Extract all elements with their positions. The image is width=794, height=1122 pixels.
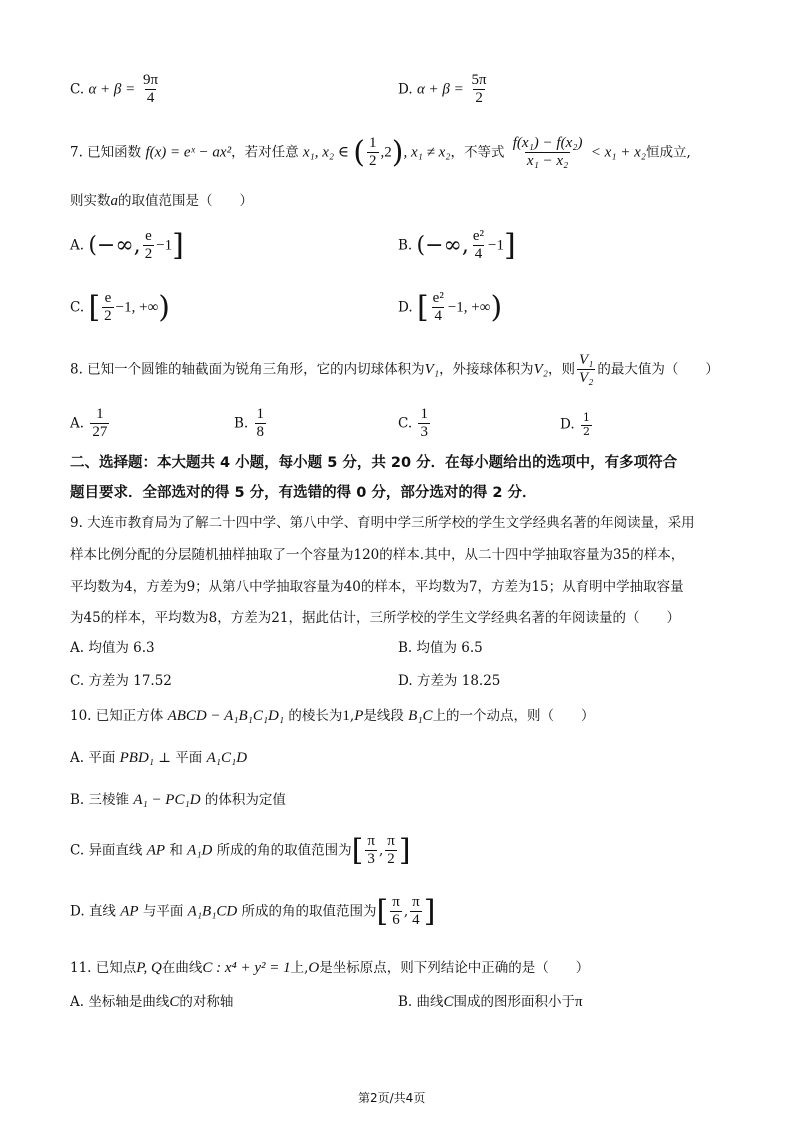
option-label: B. (234, 415, 249, 432)
option-label: D. (398, 673, 413, 689)
option-text: 直线 (88, 903, 116, 920)
q8-text: 的最大值为（ ） (597, 361, 719, 378)
option-math: A₁C₁D (206, 750, 248, 766)
option-math: PBD₁ (119, 750, 155, 766)
section2-heading-line1: 二、选择题：本大题共 4 小题，每小题 5 分，共 20 分．在每小题给出的选项中，有多项符合 (70, 455, 678, 471)
fraction (581, 412, 592, 438)
fraction-num: 1 (96, 406, 104, 422)
q11-text: 11. 已知点 (70, 960, 137, 976)
bracket-left: [ (88, 289, 101, 325)
q8-option-a[interactable] (70, 406, 111, 442)
option-label: B. (398, 237, 413, 254)
fraction-den: 6 (392, 912, 400, 929)
q7-option-d[interactable] (398, 290, 502, 326)
option-math: C (169, 994, 180, 1010)
q10-cube: ABCD − A₁B₁C₁D₁ (167, 708, 285, 724)
q10-edge: 1 (342, 708, 350, 724)
fraction (255, 406, 267, 442)
q8-text: ，则 (547, 361, 575, 378)
fraction (471, 228, 486, 264)
q9-line: 平均数为4，方差为9；从第八中学抽取容量为40的样本，平均数为7，方差为15；从育明中学抽取容量 (70, 579, 684, 595)
q8-option-b[interactable] (234, 406, 268, 442)
fraction (418, 406, 430, 442)
option-math: A₁D (187, 842, 213, 859)
q10-text: 10. 已知正方体 (70, 708, 164, 724)
option-label: B. (398, 640, 413, 656)
fraction-num: π (367, 833, 375, 849)
q7-option-a[interactable] (70, 228, 184, 264)
option-text: 和 (169, 842, 183, 859)
q10-seg: B₁C (408, 708, 433, 724)
fraction-num: e (145, 228, 152, 244)
fraction-num: e (104, 290, 112, 306)
option-label: A. (70, 994, 85, 1010)
option-math: AP (120, 903, 139, 920)
option-label: A. (70, 750, 85, 766)
q7-text: 的取值范围是（ ） (118, 193, 253, 209)
fraction-den: 3 (367, 851, 375, 868)
q7-text: 则实数 (70, 193, 111, 209)
q7-stem-line2 (70, 192, 253, 210)
option-text: 所成的角的取值范围为 (216, 842, 352, 859)
q8-option-c[interactable] (398, 406, 432, 442)
q7-stem-line1: 7. 已知函数 f(x) = eˣ − ax²，若对任意 x₁, x₂ ∈ ( $\frac{1}{2}$ ,2), x₁ ≠ x₂，不等式 $\frac{\text{f(x₁) − f(x₂)}}{\text{x₁ − x₂}}$ < x₁ + x₂恒成立, (70, 134, 691, 170)
q10-text: 上的一个动点，则（ ） (432, 708, 595, 724)
fraction-den: 2 (582, 424, 590, 438)
fraction (511, 135, 585, 171)
option-text: 坐标轴是曲线 (88, 994, 170, 1010)
option-label: A. (70, 237, 85, 254)
option-label: D. (398, 299, 413, 316)
fraction-den: 2 (387, 851, 395, 868)
fraction-num: e² (472, 228, 485, 244)
option-text: 均值为 6.5 (416, 640, 483, 656)
option-label: C. (70, 81, 85, 98)
option-text: 的体积为定值 (204, 792, 286, 808)
fraction-den: 4 (146, 90, 155, 107)
q8-v2: V₂ (533, 361, 548, 378)
fraction (390, 894, 402, 930)
option-label: D. (398, 81, 413, 98)
q6-option-d[interactable] (398, 72, 491, 108)
q11-text: 在曲线 (161, 960, 203, 976)
fraction-den: 4 (412, 912, 420, 929)
bracket-right: ) (490, 289, 503, 325)
q7-text: ，不等式 (450, 144, 505, 161)
option-label: C. (70, 673, 85, 689)
fraction-num: e² (432, 290, 444, 306)
fraction-num: 1 (256, 406, 265, 422)
option-text: 围成的图形面积小于 (453, 994, 576, 1010)
q7-text: 恒成立, (645, 144, 691, 161)
fraction-num: 5π (471, 72, 487, 88)
option-text: 方差为 18.25 (416, 673, 501, 689)
q9-option-b[interactable] (398, 640, 483, 656)
bracket-left: (−∞, (88, 232, 141, 258)
option-label: C. (70, 299, 85, 316)
fraction (143, 228, 155, 264)
option-tail: −1 (488, 237, 504, 254)
page-footer: 第2页/共4页 (358, 1091, 426, 1105)
q8-text: 8. 已知一个圆锥的轴截面为锐角三角形，它的内切球体积为 (70, 361, 425, 378)
option-expr: α + β = (416, 81, 468, 98)
q7-cond: , x₁ ≠ x₂ (403, 144, 451, 161)
option-text: 的对称轴 (179, 994, 234, 1010)
fraction-den: 2 (369, 153, 377, 170)
fraction-den: 27 (92, 424, 108, 441)
q10-option-a[interactable] (70, 749, 247, 767)
fraction-num: 1 (369, 135, 377, 151)
option-tail: −1 (156, 237, 173, 254)
option-text: 与平面 (142, 903, 184, 920)
option-text: 所成的角的取值范围为 (241, 903, 377, 920)
q7-ineq: < x₁ + x₂ (590, 144, 646, 161)
q9-option-d[interactable] (398, 673, 500, 689)
fraction-den: 4 (434, 308, 442, 325)
fraction (385, 833, 397, 869)
option-label: D. (70, 903, 85, 920)
fraction (90, 406, 109, 442)
fraction-den: 4 (474, 246, 483, 263)
q11-text: 是坐标原点，则下列结论中正确的是（ ） (319, 960, 590, 976)
q8-v1: V₁ (424, 361, 440, 378)
q10-text: , (349, 708, 355, 724)
q10-option-d[interactable]: D. 直线 AP 与平面 A₁B₁CD 所成的角的取值范围为[ $\frac{\pi}{6}$ , $\frac{\pi}{4}$ ] (70, 893, 436, 929)
fraction-num: 9π (143, 72, 159, 88)
bracket-left: [ (416, 289, 429, 325)
q9-line: 样本比例分配的分层随机抽样抽取了一个容量为120的样本.其中，从二十四中学抽取容量为35的样本， (70, 547, 685, 563)
option-text: 异面直线 (88, 842, 143, 859)
q7-text: ，若对任意 (231, 144, 299, 161)
option-label: C. (398, 415, 413, 432)
bracket-right: ] (172, 227, 184, 263)
q7-option-c[interactable] (70, 290, 170, 326)
interval-rest: ,2 (380, 144, 392, 161)
bracket-right: ] (503, 227, 516, 263)
q8-option-d[interactable] (560, 412, 594, 438)
option-text: 方差为 17.52 (88, 673, 172, 689)
q10-option-b[interactable] (70, 791, 286, 809)
option-text: ⊥ 平面 (154, 750, 203, 766)
fraction (102, 290, 114, 326)
q7-text: 7. 已知函数 (70, 144, 142, 161)
q9-option-c[interactable] (70, 673, 172, 689)
q11-o: O (308, 960, 320, 976)
q7-vars: x₁, x₂ ∈ (302, 144, 349, 161)
option-label: A. (70, 640, 85, 656)
option-text: 平面 (88, 750, 116, 766)
fraction-num: 1 (420, 406, 428, 422)
q11-curve: C : x⁴ + y² = 1 (202, 960, 291, 976)
q7-option-b[interactable] (398, 228, 516, 264)
q9-option-a[interactable] (70, 640, 155, 656)
fraction-num: f(x₁) − f(x₂) (512, 135, 583, 151)
fraction-den: 8 (256, 424, 265, 441)
option-text: 三棱锥 (88, 792, 130, 808)
fraction-num: 1 (582, 411, 590, 424)
option-tail: −1, +∞ (115, 299, 159, 316)
option-tail: −1, +∞ (447, 299, 491, 316)
option-math: A₁ − PC₁D (133, 792, 201, 808)
bracket-left: (−∞, (416, 232, 469, 258)
q11-option-b[interactable] (398, 993, 583, 1011)
fraction-num: π (412, 894, 420, 910)
fraction (410, 894, 422, 930)
q8-stem (70, 352, 719, 388)
fraction-num: V₁ (578, 352, 594, 368)
fraction (367, 135, 379, 171)
option-math: AP (146, 842, 166, 859)
fraction (431, 290, 446, 326)
option-label: B. (70, 792, 85, 808)
section2-heading-line2: 题目要求．全部选对的得 5 分，有选错的得 0 分，部分选对的得 2 分． (70, 485, 537, 501)
q11-text: 上, (290, 960, 309, 976)
fraction-den: V₂ (578, 370, 594, 387)
fraction (141, 72, 160, 108)
fraction-den: 2 (104, 308, 112, 325)
bracket-right: ) (158, 289, 170, 325)
option-text: 曲线 (416, 994, 444, 1010)
fraction-den: x₁ − x₂ (526, 153, 569, 170)
q6-option-c[interactable] (70, 72, 162, 108)
fraction (470, 72, 489, 108)
fraction (365, 833, 377, 869)
q11-pq: P, Q (136, 960, 162, 976)
q9-line: 9. 大连市教育局为了解二十四中学、第八中学、育明中学三所学校的学生文学经典名著的年阅读量，采用 (70, 515, 695, 531)
fraction-num: π (387, 833, 395, 849)
fraction-den: 3 (420, 424, 428, 441)
option-label: A. (70, 415, 85, 432)
q7-func: f(x) = eˣ − ax² (145, 144, 232, 161)
fraction-den: 2 (475, 90, 483, 107)
q10-text: 是线段 (363, 708, 404, 724)
option-label: B. (398, 994, 413, 1010)
option-expr: α + β = (88, 81, 140, 98)
q9-line: 为45的样本，平均数为8，方差为21，据此估计，三所学校的学生文学经典名著的年阅读量的（ ） (70, 610, 680, 626)
q11-option-a[interactable] (70, 993, 233, 1011)
fraction (577, 352, 595, 388)
option-label: D. (560, 416, 575, 433)
q7-var: a (110, 193, 118, 209)
q10-option-c[interactable]: C. 异面直线 AP 和 A₁D 所成的角的取值范围为[ $\frac{\pi}{3}$ , $\frac{\pi}{2}$ ] (70, 832, 411, 868)
q10-p: P (354, 708, 364, 724)
option-math: C (443, 994, 454, 1010)
option-math: A₁B₁CD (187, 903, 238, 920)
q8-text: ，外接球体积为 (439, 361, 534, 378)
q10-text: 的棱长为 (288, 708, 343, 724)
option-math: π (575, 994, 583, 1010)
option-label: C. (70, 842, 85, 859)
q10-stem (70, 707, 595, 725)
fraction-den: 2 (144, 246, 153, 263)
q11-stem (70, 959, 589, 977)
fraction-num: π (392, 894, 400, 910)
option-text: 均值为 6.3 (88, 640, 155, 656)
